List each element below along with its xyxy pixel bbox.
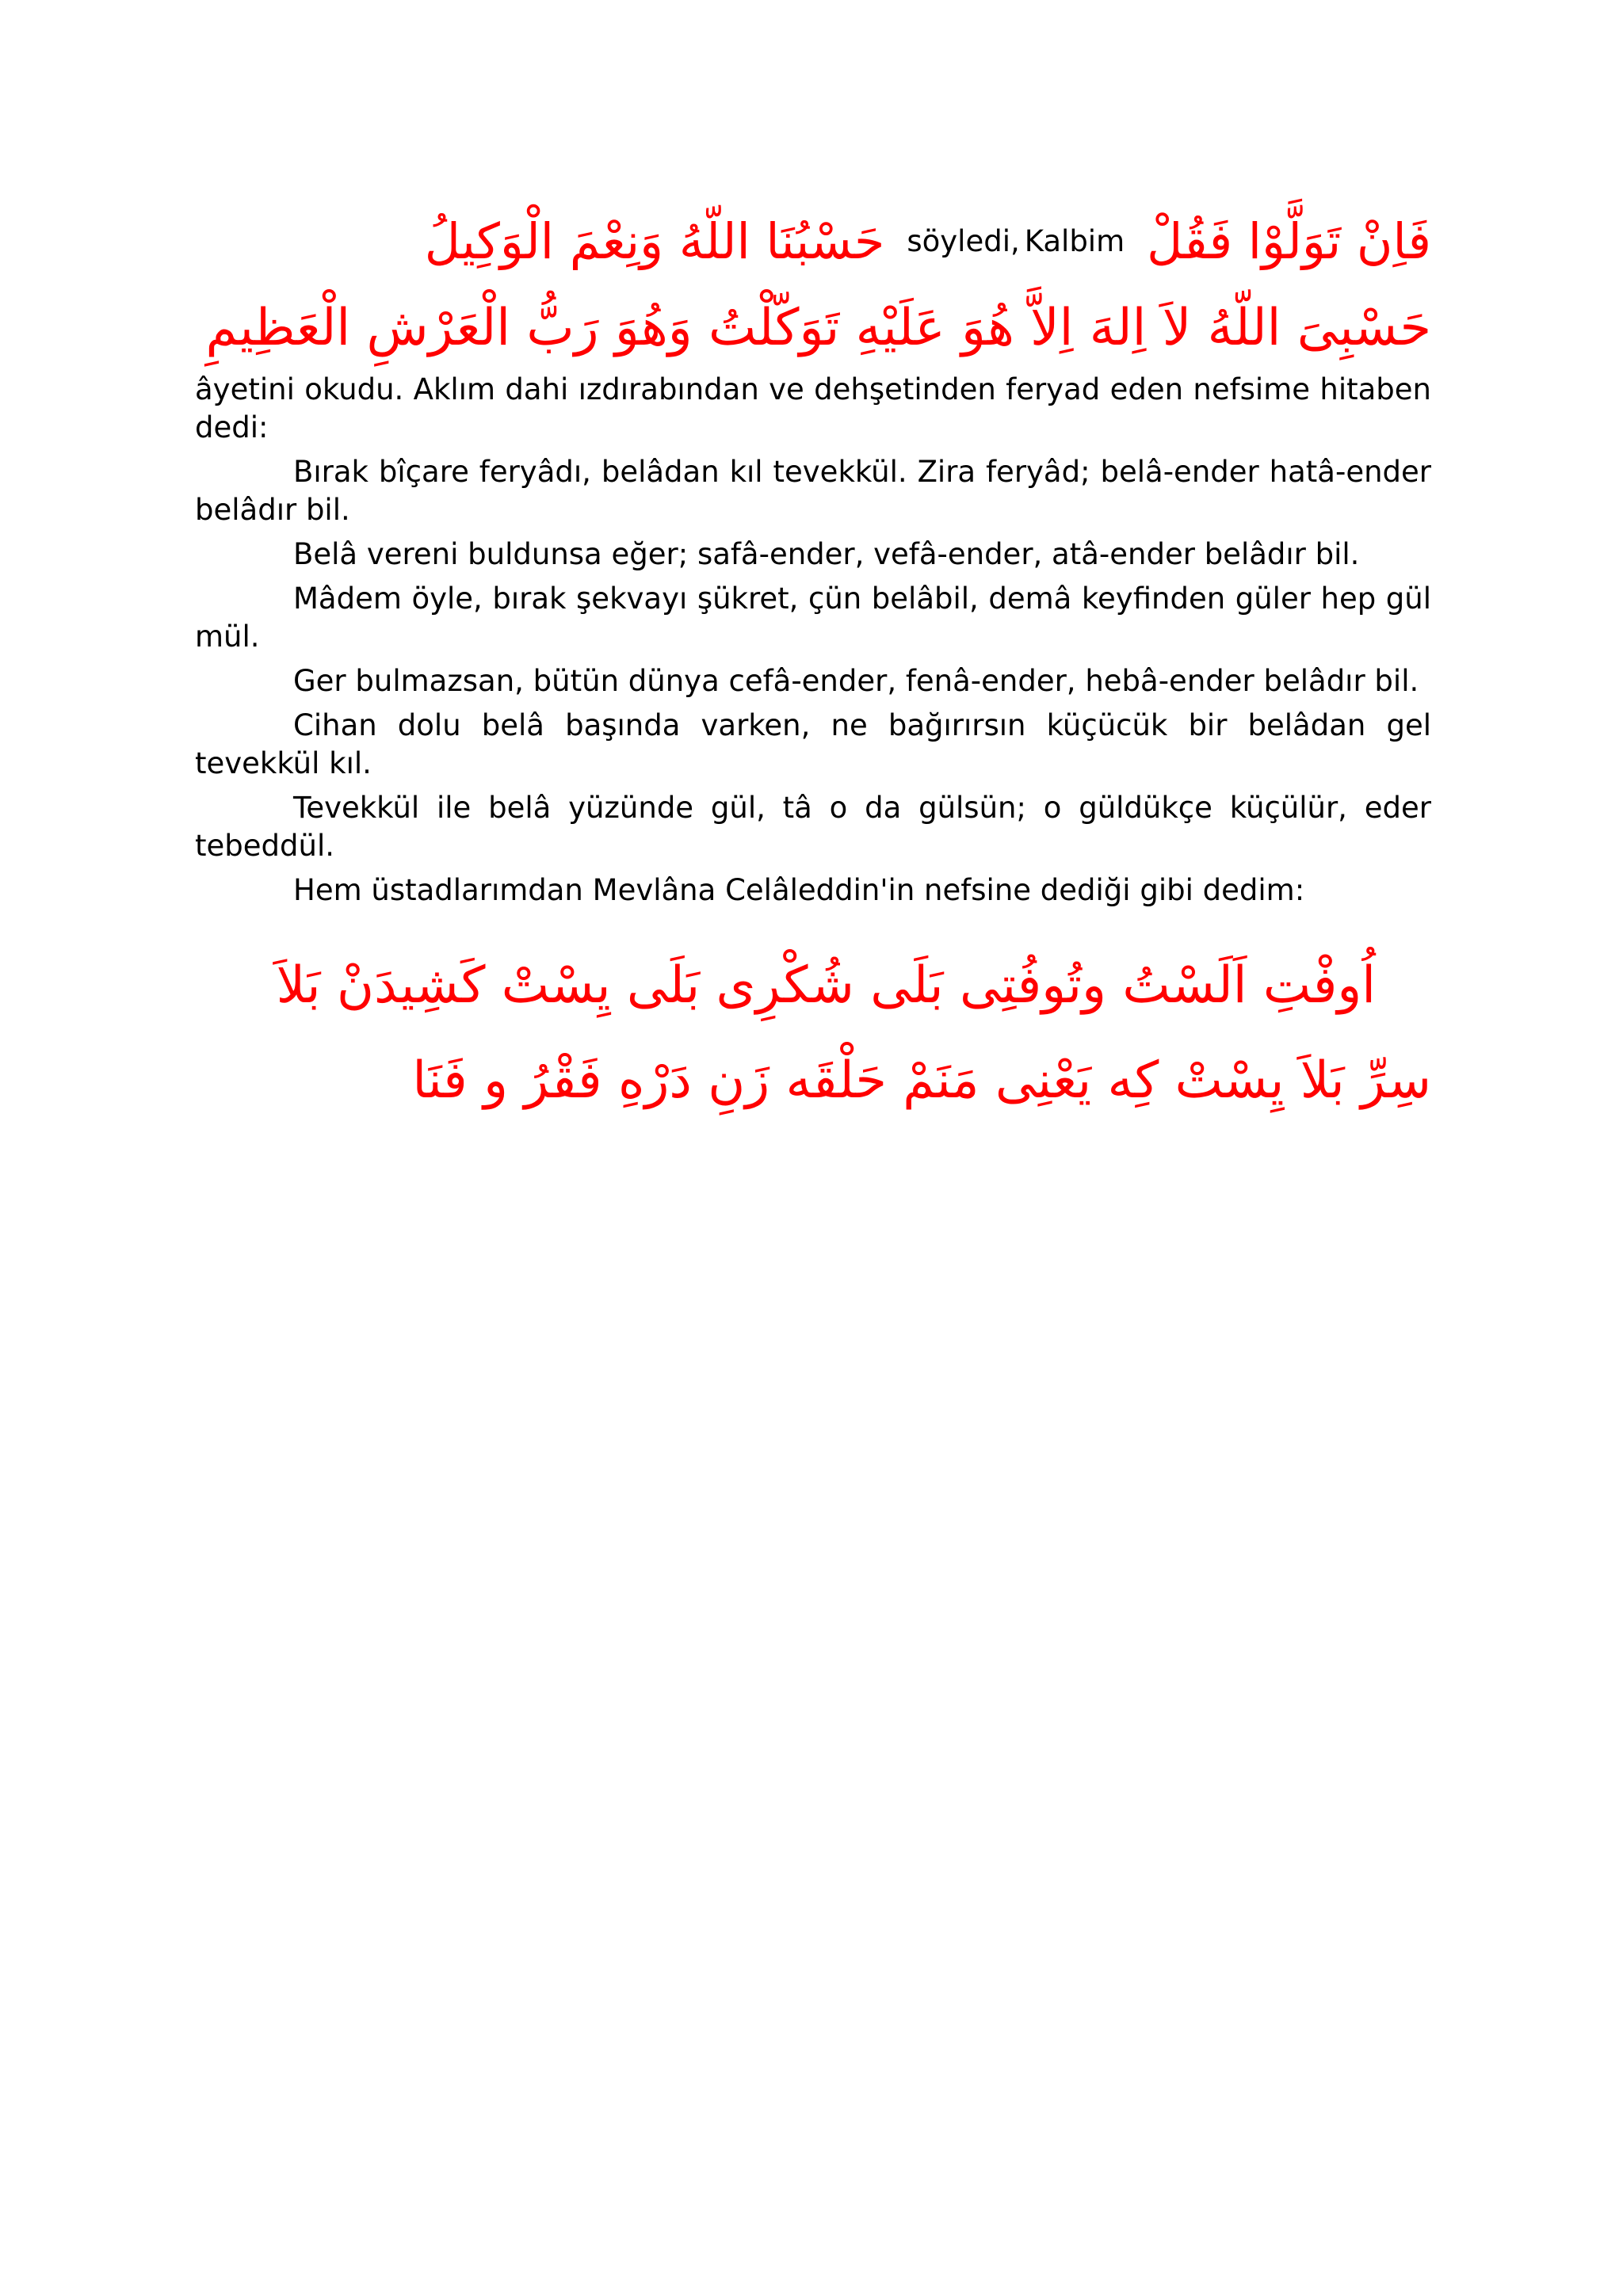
paragraph-6: Cihan dolu belâ başında varken, ne bağırırsın küçücük bir belâdan gel tevekkül kıl. [195, 708, 1431, 780]
arabic-verse-line-2: سِرِّ بَلاَ يِسْتْ كِه يَعْنِى مَنَمْ حَلْقَه زَنِ دَرْهِ فَقْرُ و فَنَا [412, 1051, 1431, 1110]
paragraph-1: âyetini okudu. Aklım dahi ızdırabından ve dehşetinden feryad eden nefsime hitaben dedi: [195, 372, 1431, 444]
arabic-verse-line-1: اُوفْتِ اَلَسْتُ وتُوفُتِى بَلَى شُكْرِى بَلَى يِسْتْ كَشِيدَنْ بَلاَ [276, 956, 1376, 1015]
document-content [195, 198, 1431, 1128]
paragraph-8: Hem üstadlarımdan Mevlâna Celâleddin'in nefsine dediği gibi dedim: [293, 873, 1305, 907]
opening-line [195, 198, 1431, 285]
paragraph-5: Ger bulmazsan, bütün dünya cefâ-ender, fenâ-ender, hebâ-ender belâdır bil. [293, 664, 1419, 698]
paragraph-4: Mâdem öyle, bırak şekvayı şükret, çün belâbil, demâ keyfinden güler hep gül mül. [195, 582, 1431, 654]
arabic-phrase-fa-in-tawallaw: فَاِنْ تَوَلَّوْا فَقُلْ [1147, 212, 1431, 270]
paragraph-7: Tevekkül ile belâ yüzünde gül, tâ o da gülsün; o güldükçe küçülür, eder tebeddül. [195, 791, 1431, 863]
arabic-ayah-line: حَسْبِىَ اللّهُ لاَ اِلهَ اِلاَّ هُوَ عَلَيْهِ تَوَكّلْتُ وَهُوَ رَبُّ الْعَرْشِ الْعَظِيمِ [205, 299, 1431, 357]
text-kalbim: Kalbim [1024, 224, 1125, 258]
paragraph-2: Bırak bîçare feryâdı, belâdan kıl tevekkül. Zira feryâd; belâ-ender hatâ-ender belâdır bil. [195, 455, 1431, 527]
arabic-verse-block [195, 938, 1431, 1128]
arabic-phrase-hasbunallah: حَسْبُنَا اللّهُ وَنِعْمَ الْوَكِيلُ [424, 212, 885, 270]
paragraph-3: Belâ vereni buldunsa eğer; safâ-ender, vefâ-ender, atâ-ender belâdır bil. [293, 537, 1360, 571]
text-soyledi: söyledi, [907, 224, 1020, 258]
